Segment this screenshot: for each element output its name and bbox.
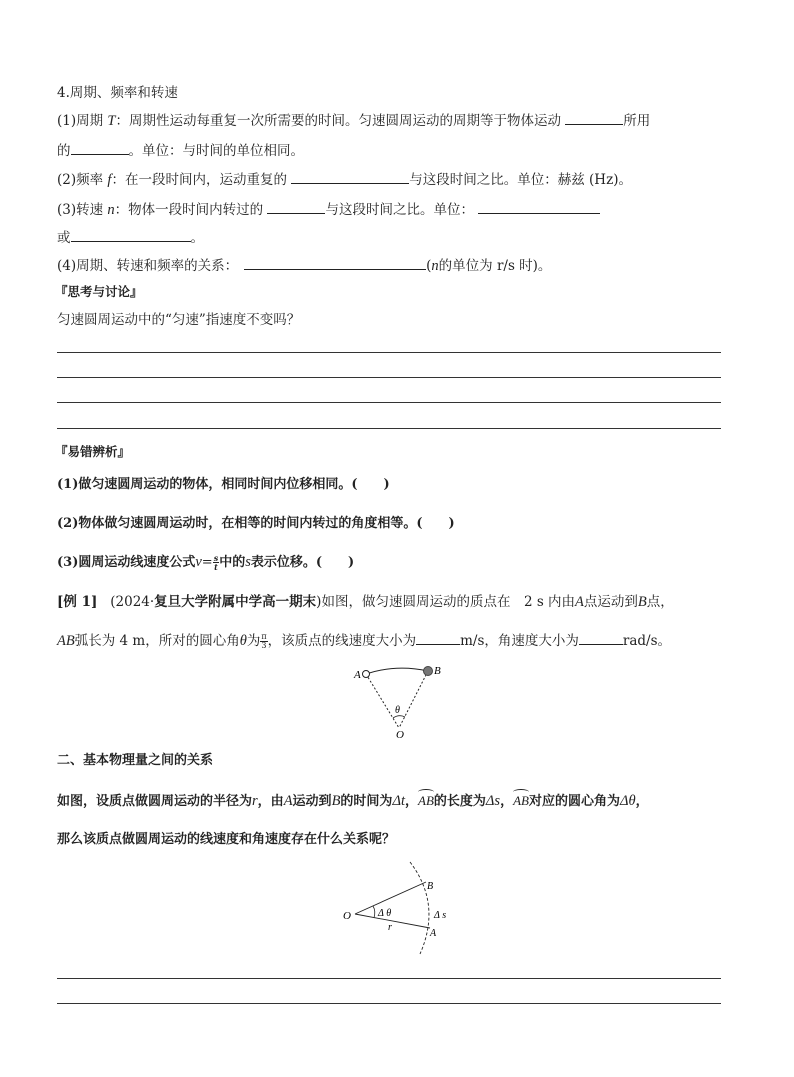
example1-source-a: (2024· xyxy=(110,594,155,610)
section2-figure xyxy=(340,858,460,958)
frequency-line xyxy=(57,170,632,189)
relation-text-c: 的单位为 r/s 时)。 xyxy=(438,258,552,274)
frequency-text-b: 与这段时间之比。单位：赫兹 (Hz)。 xyxy=(409,172,632,188)
answer-line-1[interactable] xyxy=(57,352,721,353)
relation-text-a: (4)周期、转速和频率的关系： xyxy=(57,258,239,274)
formula-v: v xyxy=(195,554,202,570)
speed-line xyxy=(57,200,600,219)
blank-frequency[interactable] xyxy=(291,170,409,184)
example1-text-a: 点运动到 xyxy=(583,594,638,610)
example1-line-1 xyxy=(57,593,674,611)
errors-heading: 『易错辨析』 xyxy=(55,444,131,459)
example1-pi: π xyxy=(261,632,267,641)
error-item-1: (1)做匀速圆周运动的物体，相同时间内位移相同。( ) xyxy=(57,477,390,492)
fig2-label-ds: Δ s xyxy=(434,910,447,921)
fig1-label-B: B xyxy=(434,665,441,677)
q-r: r xyxy=(252,793,258,809)
blank-speed-2[interactable] xyxy=(478,200,600,214)
period-text-d: 。单位：与时间的单位相同。 xyxy=(128,143,304,159)
formula-num: s xyxy=(213,553,219,563)
example1-AB: AB xyxy=(57,633,75,649)
formula-s: s xyxy=(245,554,251,570)
section2-question-line-2: 那么该质点做圆周运动的线速度和角速度存在什么关系呢？ xyxy=(57,832,396,847)
section4-title: 4.周期、频率和转速 xyxy=(57,85,178,101)
example1-unit-2: rad/s。 xyxy=(622,633,671,649)
period-line-2 xyxy=(57,141,304,160)
fig2-label-A: A xyxy=(430,928,437,939)
example1-unit-1: m/s，角速度大小为 xyxy=(460,633,579,649)
example1-figure xyxy=(345,660,445,740)
error-item-3-text-b: 中的 xyxy=(219,555,246,570)
period-line xyxy=(57,111,650,130)
blank-linear-speed[interactable] xyxy=(416,631,460,645)
example1-B: B xyxy=(637,594,647,610)
fig1-label-A: A xyxy=(354,669,361,681)
example1-theta: θ xyxy=(239,633,247,649)
q-text-g: ， xyxy=(500,794,514,809)
frequency-prefix: (2)频率 xyxy=(57,172,108,188)
error-item-3 xyxy=(57,553,354,572)
blank-angular-speed[interactable] xyxy=(579,631,623,645)
q-text-e: ， xyxy=(404,794,418,809)
think-question: 匀速圆周运动中的“匀速”指速度不变吗？ xyxy=(57,312,301,328)
point-A-marker xyxy=(363,671,370,678)
error-item-2: (2)物体做匀速圆周运动时，在相等的时间内转过的角度相等。( ) xyxy=(57,516,455,531)
period-symbol: T xyxy=(107,113,116,129)
blank-period-2[interactable] xyxy=(71,141,129,155)
speed-text-b: 与这段时间之比。单位： xyxy=(325,202,474,218)
section2-question-line-1 xyxy=(57,792,649,811)
think-heading: 『思考与讨论』 xyxy=(55,284,143,299)
example1-source-school: 复旦大学附属中学高一期末 xyxy=(154,594,317,610)
speed-prefix: (3)转速 xyxy=(57,202,108,218)
q-dt: Δt xyxy=(392,793,405,809)
blank-relation[interactable] xyxy=(244,256,426,270)
blank-speed-1[interactable] xyxy=(267,200,325,214)
period-text-a: ：周期性运动每重复一次所需要的时间。匀速圆周运动的周期等于物体运动 xyxy=(115,113,566,129)
example1-line2-b: 为 xyxy=(246,633,261,649)
blank-period-1[interactable] xyxy=(565,111,623,125)
example1-A: A xyxy=(575,594,584,610)
fig2-label-r: r xyxy=(388,922,392,933)
frequency-text-a: ：在一段时间内，运动重复的 xyxy=(111,172,292,188)
q-text-c: 运动到 xyxy=(292,794,332,809)
blank-speed-3[interactable] xyxy=(71,228,191,242)
speed-symbol: n xyxy=(107,202,115,218)
q-text-b: ，由 xyxy=(257,794,284,809)
example1-label: [例 1] xyxy=(57,594,98,610)
q-text-i: ， xyxy=(635,794,649,809)
relation-symbol: n xyxy=(431,258,439,274)
relation-line xyxy=(57,256,551,275)
example1-line-2 xyxy=(57,631,671,650)
section2-title: 二、基本物理量之间的关系 xyxy=(57,753,214,768)
example1-source-c: )如图，做匀速圆周运动的质点在 2 s 内由 xyxy=(316,594,576,610)
answer-line-3[interactable] xyxy=(57,402,721,403)
fig1-label-O: O xyxy=(396,729,404,740)
formula-eq: = xyxy=(201,555,213,570)
speed-text-d: 。 xyxy=(190,230,204,246)
answer-line-6[interactable] xyxy=(57,1003,721,1004)
q-text-a: 如图，设质点做圆周运动的半径为 xyxy=(57,794,253,809)
formula-den: t xyxy=(214,562,218,572)
example1-three: 3 xyxy=(261,641,267,650)
answer-line-2[interactable] xyxy=(57,377,721,378)
example1-line2-c: ，该质点的线速度大小为 xyxy=(267,633,417,649)
speed-line-2 xyxy=(57,228,204,247)
answer-line-5[interactable] xyxy=(57,978,721,979)
speed-text-a: ：物体一段时间内转过的 xyxy=(114,202,268,218)
error-item-3-text-c: 表示位移。( ) xyxy=(250,555,355,570)
example1-text-b: 点， xyxy=(646,594,674,610)
relation-text-b: ( xyxy=(426,258,432,274)
q-text-f: 的长度为 xyxy=(433,794,486,809)
q-text-d: 的时间为 xyxy=(340,794,393,809)
fig1-label-theta: θ xyxy=(395,705,400,716)
period-text-b: 所用 xyxy=(623,113,651,129)
fig2-label-dtheta: Δ θ xyxy=(378,908,392,919)
error-item-3-text-a: (3)圆周运动线速度公式 xyxy=(57,555,196,570)
fig2-label-O: O xyxy=(343,910,351,922)
example1-angle-fraction xyxy=(260,633,267,650)
q-ds: Δs xyxy=(485,793,501,809)
frequency-symbol: f xyxy=(107,172,112,188)
q-arc-AB-1: AB xyxy=(418,793,434,808)
point-B-marker xyxy=(424,667,433,676)
period-text-c: 的 xyxy=(57,143,71,159)
fig2-label-B: B xyxy=(427,881,434,892)
q-arc-AB-2: AB xyxy=(513,793,529,808)
answer-line-4[interactable] xyxy=(57,428,721,429)
q-dtheta: Δθ xyxy=(619,793,636,809)
q-B: B xyxy=(331,793,341,809)
q-text-h: 对应的圆心角为 xyxy=(528,794,620,809)
period-prefix: (1)周期 xyxy=(57,113,108,129)
q-A: A xyxy=(283,793,293,809)
example1-line2-a: 弧长为 4 m，所对的圆心角 xyxy=(74,633,240,649)
speed-text-c: 或 xyxy=(57,230,71,246)
